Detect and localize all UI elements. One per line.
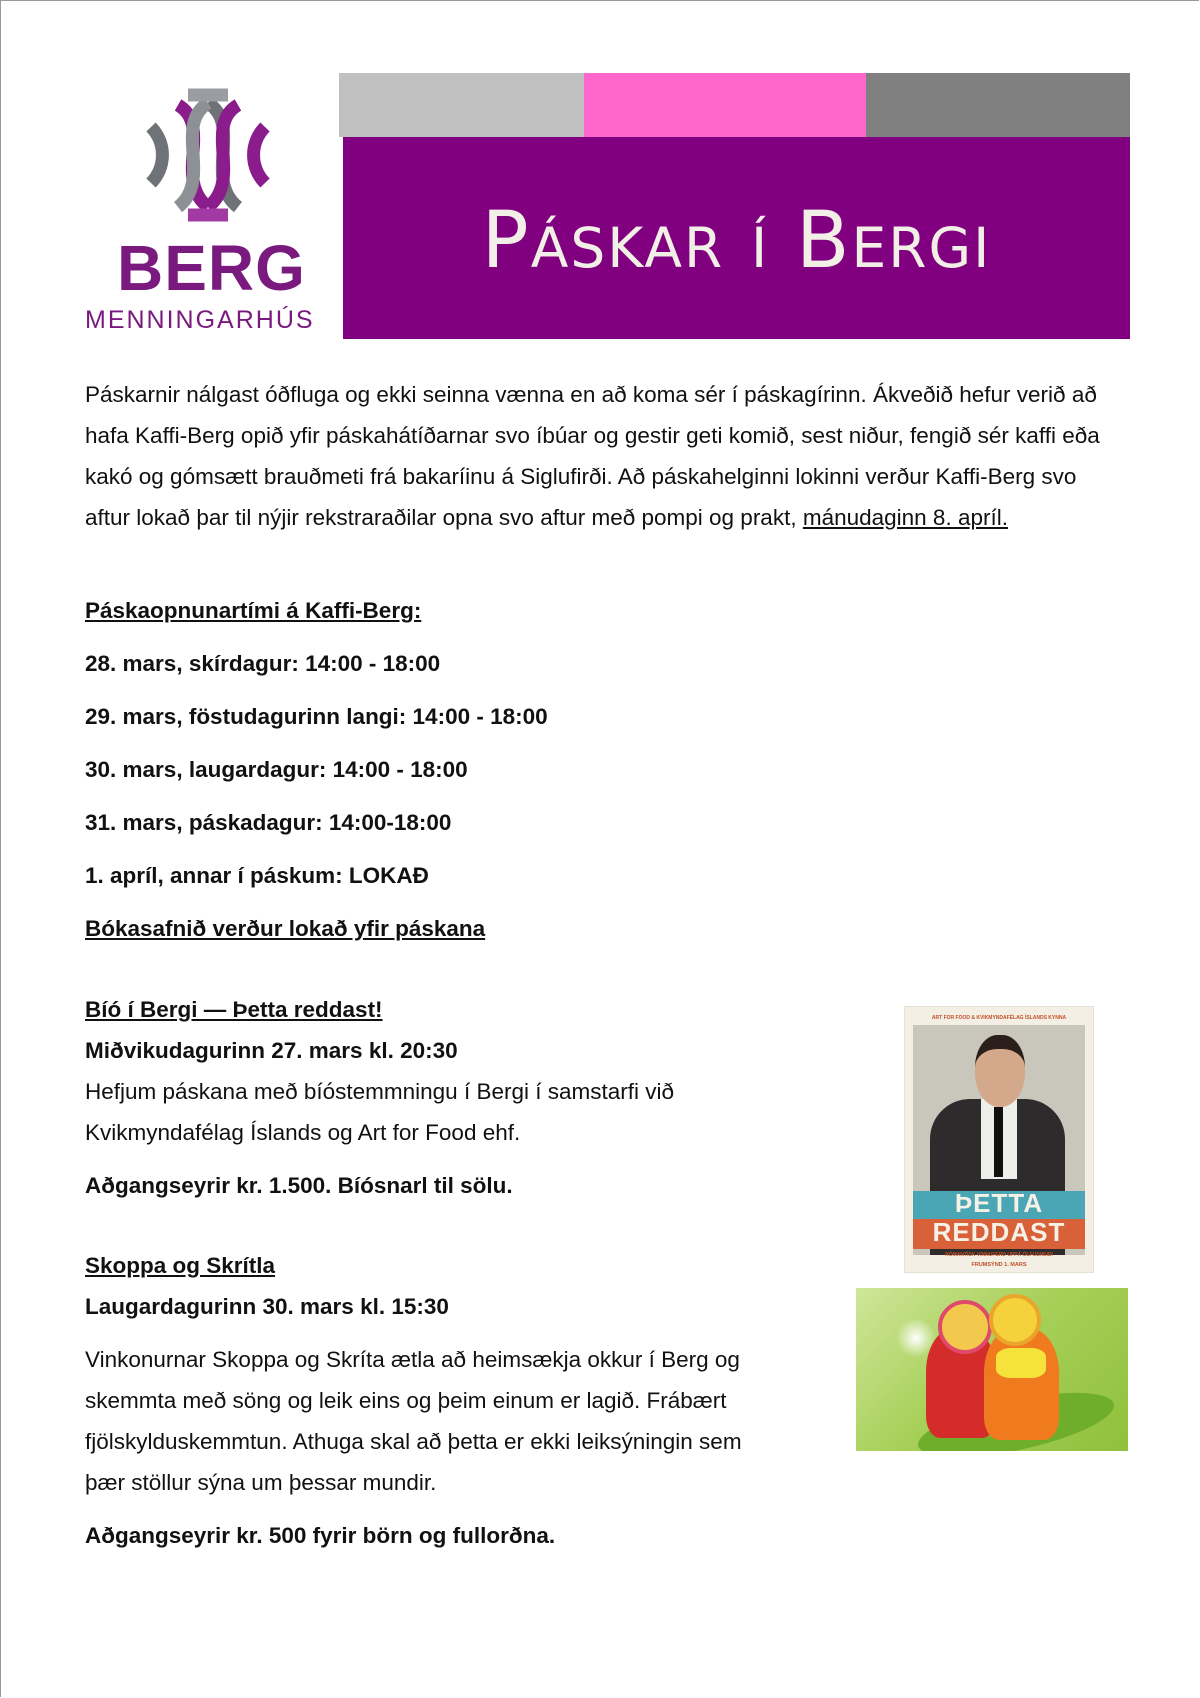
reopen-date: mánudaginn 8. apríl. xyxy=(802,505,1008,530)
intro-paragraph xyxy=(85,374,1125,538)
woven-arcs-logo-icon xyxy=(133,85,283,225)
event-when-skoppa: Laugardagurinn 30. mars kl. 15:30 xyxy=(85,1294,449,1319)
hours-item: 1. apríl, annar í páskum: LOKAÐ xyxy=(85,863,429,888)
header-bar-gray-dark xyxy=(866,73,1130,137)
logo-subtitle: MENNINGARHÚS xyxy=(85,306,315,334)
header-bar-gray-light xyxy=(339,73,584,137)
skoppa-skritla-photo xyxy=(856,1288,1128,1451)
event-description-line: skemmta með söng og leik eins og þeim einum er lagið. Frábært xyxy=(85,1388,727,1413)
hours-item: 30. mars, laugardagur: 14:00 - 18:00 xyxy=(85,757,468,782)
logo-wordmark: BERG xyxy=(117,232,306,304)
event-title-skoppa: Skoppa og Skrítla xyxy=(85,1253,276,1278)
library-notice: Bókasafnið verður lokað yfir páskana xyxy=(85,916,486,941)
poster-tagline: RÓMANTÍSK VINNUFERÐ UPPÁ ÖLFUSHEIÐI xyxy=(945,1252,1053,1258)
event-description-line: fjölskylduskemmtun. Athuga skal að þetta er ekki leiksýningin sem xyxy=(85,1429,742,1454)
header-bar-pink xyxy=(584,73,866,137)
title-banner xyxy=(343,137,1130,339)
movie-poster-image xyxy=(904,1006,1094,1273)
hours-item: 29. mars, föstudagurinn langi: 14:00 - 18:00 xyxy=(85,704,548,729)
hours-item: 31. mars, páskadagur: 14:00-18:00 xyxy=(85,810,452,835)
event-title-cinema: Bíó í Bergi — Þetta reddast! xyxy=(85,997,383,1022)
event-description-line: Vinkonurnar Skoppa og Skríta ætla að heimsækja okkur í Berg og xyxy=(85,1347,740,1372)
event-description-line: Hefjum páskana með bíóstemmningu í Bergi í samstarfi við xyxy=(85,1079,674,1104)
poster-title-line1: ÞETTA xyxy=(954,1188,1044,1218)
poster-credit: ART FOR FOOD & KVIKMYNDAFÉLAG ÍSLANDS KYNNA xyxy=(931,1015,1067,1021)
page-title: Páskar í Bergi xyxy=(481,196,992,286)
berg-logo xyxy=(85,81,335,341)
intro-text: Páskarnir nálgast óðfluga og ekki seinna vænna en að koma sér í páskagírinn. Ákveðið hefur verið að hafa Kaffi-Berg opið yfir páskahátíðarnar svo íbúar og gestir geti komið, sest niður, fengið sér kaffi eða kakó og gómsætt brauðmeti frá bakaríinu á Siglufirði. Að páskahelginni lokinni verður Kaffi-Berg svo aftur lokað þar til nýjir rekstraraðilar opna svo aftur með pompi og prakt, xyxy=(85,382,1100,530)
event-price-cinema: Aðgangseyrir kr. 1.500. Bíósnarl til sölu. xyxy=(85,1173,513,1198)
hours-heading: Páskaopnunartími á Kaffi-Berg: xyxy=(85,598,422,623)
event-price-skoppa: Aðgangseyrir kr. 500 fyrir börn og fullorðna. xyxy=(85,1523,556,1548)
poster-title-line2: REDDAST xyxy=(932,1217,1066,1247)
event-when-cinema: Miðvikudagurinn 27. mars kl. 20:30 xyxy=(85,1038,458,1063)
event-description-line: Kvikmyndafélag Íslands og Art for Food ehf. xyxy=(85,1120,521,1145)
poster-premiere: FRUMSÝND 1. MARS xyxy=(971,1262,1027,1268)
event-description-line: þær stöllur sýna um þessar mundir. xyxy=(85,1470,437,1495)
hours-item: 28. mars, skírdagur: 14:00 - 18:00 xyxy=(85,651,441,676)
